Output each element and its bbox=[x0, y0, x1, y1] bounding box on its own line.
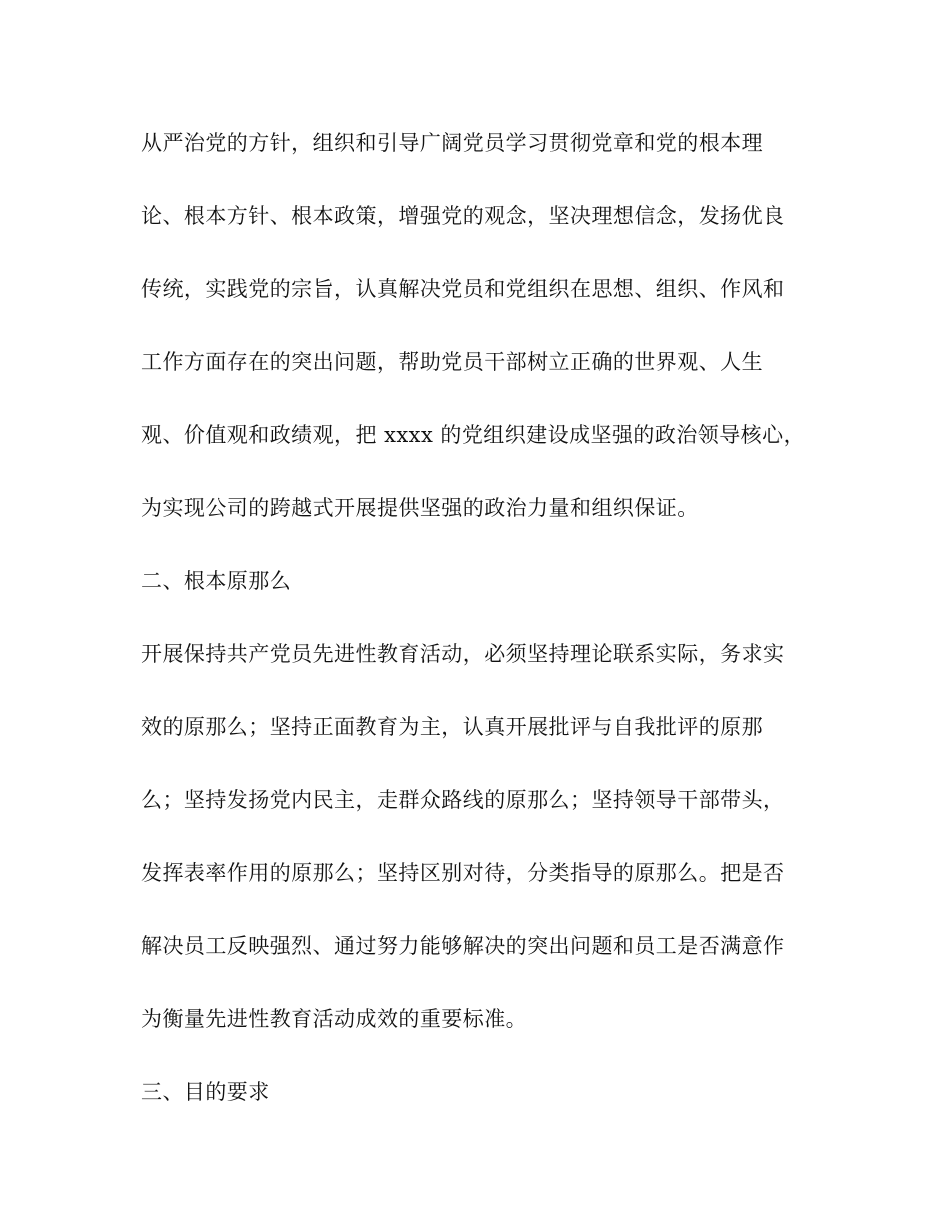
paragraph-line: 么；坚持发扬党内民主，走群众路线的原那么；坚持领导干部带头， bbox=[141, 788, 785, 812]
paragraph-line: 从严治党的方针，组织和引导广阔党员学习贯彻党章和党的根本理 bbox=[141, 131, 764, 155]
paragraph-line: 解决员工反映强烈、通过努力能够解决的突出问题和员工是否满意作 bbox=[141, 934, 785, 958]
paragraph-line: 传统，实践党的宗旨，认真解决党员和党组织在思想、组织、作风和 bbox=[141, 277, 785, 301]
section-heading-objectives: 三、目的要求 bbox=[141, 1080, 270, 1104]
paragraph-line: 论、根本方针、根本政策，增强党的观念，坚决理想信念，发扬优良 bbox=[141, 204, 785, 228]
paragraph-line: 为实现公司的跨越式开展提供坚强的政治力量和组织保证。 bbox=[141, 496, 699, 520]
paragraph-line: 工作方面存在的突出问题，帮助党员干部树立正确的世界观、人生 bbox=[141, 350, 764, 374]
paragraph-line: 观、价值观和政绩观，把 xxxx 的党组织建设成坚强的政治领导核心， bbox=[141, 423, 806, 447]
section-heading-basic-principles: 二、根本原那么 bbox=[141, 569, 292, 593]
paragraph-line: 开展保持共产党员先进性教育活动，必须坚持理论联系实际，务求实 bbox=[141, 642, 785, 666]
paragraph-line: 效的原那么；坚持正面教育为主，认真开展批评与自我批评的原那 bbox=[141, 715, 764, 739]
paragraph-line: 为衡量先进性教育活动成效的重要标准。 bbox=[141, 1007, 528, 1031]
paragraph-line: 发挥表率作用的原那么；坚持区别对待，分类指导的原那么。把是否 bbox=[141, 861, 785, 885]
